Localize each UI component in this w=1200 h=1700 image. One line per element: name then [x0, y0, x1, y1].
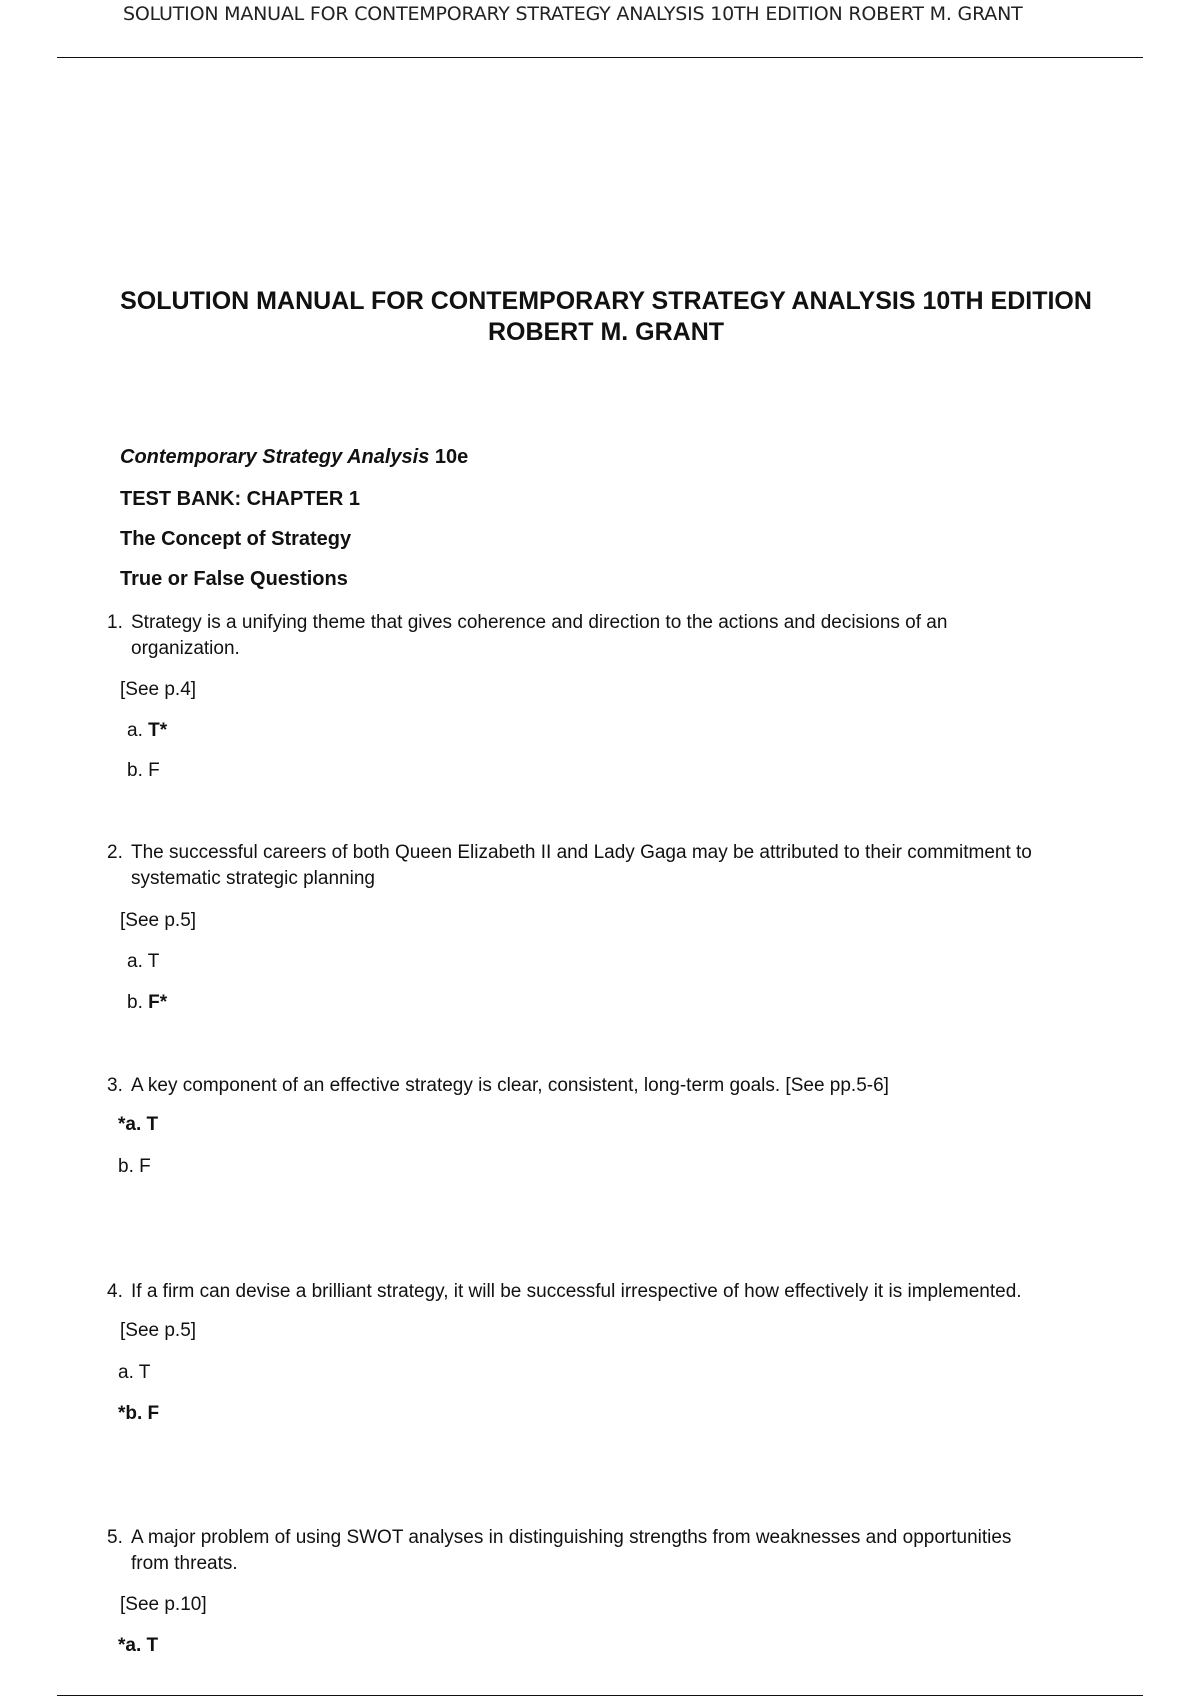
book-title [120, 446, 468, 469]
answer-option-b: b. F [127, 760, 160, 781]
header-rule [57, 57, 1143, 58]
question-5 [107, 1525, 1117, 1577]
question-text-continued: from threats. [131, 1553, 238, 1574]
page-reference: [See p.5] [120, 910, 197, 931]
answer-option-b-correct: *b. F [118, 1403, 160, 1424]
answer-option-a-correct: *a. T [118, 1635, 159, 1656]
answer-option-b [127, 992, 167, 1014]
book-edition: 10e [429, 446, 469, 468]
correct-answer-mark: T* [148, 720, 168, 741]
answer-option-a: a. T [118, 1362, 151, 1383]
test-bank-heading: TEST BANK: CHAPTER 1 [120, 488, 361, 510]
question-4 [107, 1279, 1117, 1305]
chapter-title: The Concept of Strategy [120, 528, 352, 550]
question-2 [107, 840, 1117, 892]
question-number: 5. [107, 1527, 123, 1548]
question-number: 1. [107, 612, 123, 633]
running-header: SOLUTION MANUAL FOR CONTEMPORARY STRATEGY ANALYSIS 10TH EDITION ROBERT M. GRANT [123, 3, 1023, 25]
question-1 [107, 610, 1117, 662]
question-text-continued: systematic strategic planning [131, 868, 375, 889]
section-heading: True or False Questions [120, 568, 348, 590]
footer-rule [57, 1695, 1143, 1696]
question-text: A major problem of using SWOT analyses in distinguishing strengths from weaknesses and opportunities [131, 1527, 1012, 1548]
correct-answer-mark: F* [148, 992, 168, 1013]
question-number: 2. [107, 842, 123, 863]
question-text: Strategy is a unifying theme that gives coherence and direction to the actions and decisions of an [131, 612, 948, 633]
document-title-line2: ROBERT M. GRANT [487, 318, 725, 346]
question-text: A key component of an effective strategy is clear, consistent, long-term goals. [See pp.5-6] [131, 1075, 889, 1096]
question-number: 3. [107, 1075, 123, 1096]
answer-option-a: a. T [127, 951, 160, 972]
option-label: a. [127, 720, 149, 741]
page-reference: [See p.5] [120, 1320, 197, 1341]
question-3 [107, 1073, 1117, 1099]
answer-option-a-correct: *a. T [118, 1114, 159, 1135]
option-label: b. [127, 992, 149, 1013]
answer-option-b: b. F [118, 1156, 151, 1177]
book-title-italic: Contemporary Strategy Analysis [120, 446, 430, 468]
question-number: 4. [107, 1281, 123, 1302]
page-reference: [See p.4] [120, 679, 197, 700]
question-text: If a firm can devise a brilliant strategy, it will be successful irrespective of how effectively it is implemented. [131, 1281, 1022, 1302]
question-text-continued: organization. [131, 638, 240, 659]
document-title-line1: SOLUTION MANUAL FOR CONTEMPORARY STRATEGY ANALYSIS 10TH EDITION [120, 287, 1092, 315]
page-reference: [See p.10] [120, 1594, 207, 1615]
question-text: The successful careers of both Queen Elizabeth II and Lady Gaga may be attributed to their commitment to [131, 842, 1032, 863]
answer-option-a [127, 720, 167, 742]
